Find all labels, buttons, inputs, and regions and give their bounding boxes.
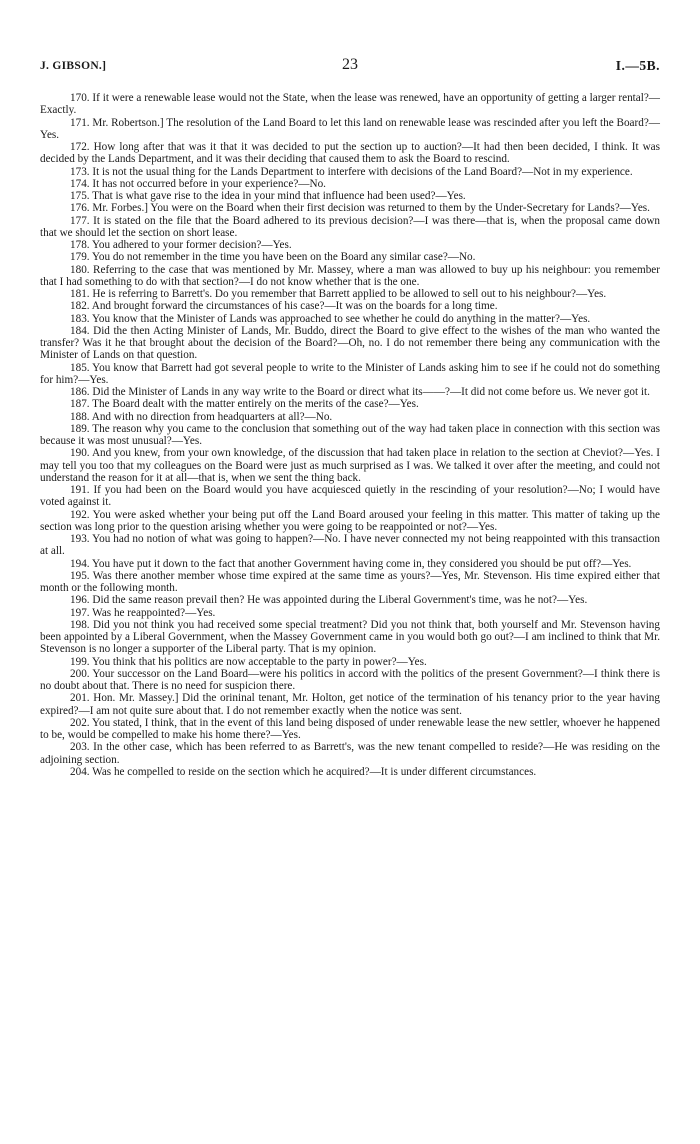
testimony-paragraph: 186. Did the Minister of Lands in any way write to the Board or direct what its——?—It did not come before us. We never got it. bbox=[70, 386, 650, 398]
testimony-paragraph: 178. You adhered to your former decision?—Yes. bbox=[70, 239, 292, 251]
testimony-paragraph: 188. And with no direction from headquarters at all?—No. bbox=[70, 410, 333, 423]
page-number: 23 bbox=[342, 56, 358, 73]
testimony-paragraph: 175. That is what gave rise to the idea in your mind that influence had been used?—Yes. bbox=[70, 190, 466, 202]
testimony-paragraph: 179. You do not remember in the time you have been on the Board any similar case?—No. bbox=[70, 251, 476, 264]
testimony-paragraph: 200. Your successor on the Land Board—were his politics in accord with the politics of the present Government?—I think there is no doubt about that. There is no need for suspicion there. bbox=[40, 667, 660, 692]
testimony-paragraph: 193. You had no notion of what was going to happen?—No. I have never connected my not being reappointed with this transaction at all. bbox=[40, 533, 660, 558]
testimony-paragraph: 204. Was he compelled to reside on the section which he acquired?—It is under different circumstances. bbox=[70, 765, 537, 778]
testimony-paragraph: 184. Did the then Acting Minister of Lands, Mr. Buddo, direct the Board to give effect to the wishes of the man who wanted the transfer? Was it he that brought about the decision of the Board?—Oh, no. I do not remember there being any communication with the Minister of Lands on that question. bbox=[40, 324, 660, 362]
document-reference: I.—5B. bbox=[615, 58, 660, 73]
testimony-paragraph: 194. You have put it down to the fact that another Government having come in, they considered you should be put off?—Yes. bbox=[70, 557, 632, 570]
testimony-paragraph: 189. The reason why you came to the conclusion that something out of the way had taken place in connection with this section was because it was most unusual?—Yes. bbox=[40, 422, 660, 447]
testimony-paragraph: 185. You know that Barrett had got several people to write to the Minister of Lands asking him to see if he could not do something for him?—Yes. bbox=[40, 361, 660, 386]
testimony-paragraph: 180. Referring to the case that was mentioned by Mr. Massey, where a man was allowed to buy up his neighbour: you remember that I had something to do with that section?—I do not know whether that is the one. bbox=[40, 263, 660, 288]
testimony-paragraph: 196. Did the same reason prevail then? He was appointed during the Liberal Government's time, was he not?—Yes. bbox=[70, 594, 588, 607]
testimony-paragraph: 192. You were asked whether your being put off the Land Board aroused your feeling in this matter. This matter of taking up the section was long prior to the question arising whether you were going to be reappointed or not?—Yes. bbox=[40, 508, 660, 533]
testimony-paragraph: 195. Was there another member whose time expired at the same time as yours?—Yes, Mr. Stevenson. His time expired either that month or the following month. bbox=[40, 569, 660, 594]
testimony-paragraph: 173. It is not the usual thing for the Lands Department to interfere with decisions of the Land Board?—Not in my experience. bbox=[70, 165, 633, 178]
testimony-paragraph: 197. Was he reappointed?—Yes. bbox=[70, 606, 216, 619]
page-header bbox=[40, 56, 660, 80]
witness-name: J. GIBSON.] bbox=[40, 60, 107, 72]
testimony-paragraph: 203. In the other case, which has been referred to as Barrett's, was the new tenant compelled to reside?—He was residing on the adjoining section. bbox=[40, 741, 660, 766]
testimony-paragraph: 177. It is stated on the file that the Board adhered to its previous decision?—I was there—that is, when the proposal came down that we should let the section on short lease. bbox=[40, 214, 660, 239]
testimony-paragraph: 171. Mr. Robertson.] The resolution of the Land Board to let this land on renewable lease was rescinded after you left the Board?—Yes. bbox=[40, 116, 660, 141]
testimony-paragraph: 183. You know that the Minister of Lands was approached to see whether he could do anything in the matter?—Yes. bbox=[70, 312, 591, 325]
testimony-paragraph: 199. You think that his politics are now acceptable to the party in power?—Yes. bbox=[70, 655, 427, 668]
testimony-paragraph: 176. Mr. Forbes.] You were on the Board when their first decision was returned to them by the Under-Secretary for Lands?—Yes. bbox=[70, 202, 650, 215]
testimony-paragraph: 202. You stated, I think, that in the event of this land being disposed of under renewable lease the new settler, whoever he happened to be, would be compelled to make his home there?—Yes. bbox=[40, 716, 660, 741]
testimony-body bbox=[40, 92, 660, 778]
testimony-paragraph: 172. How long after that was it that it was decided to put the section up to auction?—It had then been decided, I think. It was decided by the Lands Department, and it was their deciding that caused them to ask the Board to rescind. bbox=[40, 141, 660, 166]
testimony-paragraph: 181. He is referring to Barrett's. Do you remember that Barrett applied to be allowed to sell out to his neighbour?—Yes. bbox=[70, 288, 607, 300]
testimony-paragraph: 182. And brought forward the circumstances of his case?—It was on the boards for a long time. bbox=[70, 300, 498, 313]
testimony-paragraph: 190. And you knew, from your own knowledge, of the discussion that had taken place in relation to the section at Cheviot?—Yes. I may tell you too that my colleagues on the Board were just as much surprised as I was. We talked it over after the meeting, and could not understand the reason for it at all—that is, when we sent the thing back. bbox=[40, 447, 660, 484]
testimony-paragraph: 201. Hon. Mr. Massey.] Did the orininal tenant, Mr. Holton, get notice of the termination of his tenancy prior to the year having expired?—I am not quite sure about that. I do not remember exactly when the notice was sent. bbox=[40, 692, 660, 717]
testimony-paragraph: 198. Did you not think you had received some special treatment? Did you not think that, both yourself and Mr. Stevenson having been appointed by a Liberal Government, when the Massey Government came in you would both go out?—I am inclined to think that Mr. Stevenson is no longer a supporter of the Liberal party. That is my opinion. bbox=[40, 618, 660, 656]
testimony-paragraph: 174. It has not occurred before in your experience?—No. bbox=[70, 177, 326, 190]
testimony-paragraph: 187. The Board dealt with the matter entirely on the merits of the case?—Yes. bbox=[70, 398, 419, 411]
testimony-paragraph: 191. If you had been on the Board would you have acquiesced quietly in the rescinding of your resolution?—No; I would have voted against it. bbox=[40, 484, 660, 509]
testimony-paragraph: 170. If it were a renewable lease would not the State, when the lease was renewed, have an opportunity of getting a larger rental?—Exactly. bbox=[40, 92, 660, 117]
